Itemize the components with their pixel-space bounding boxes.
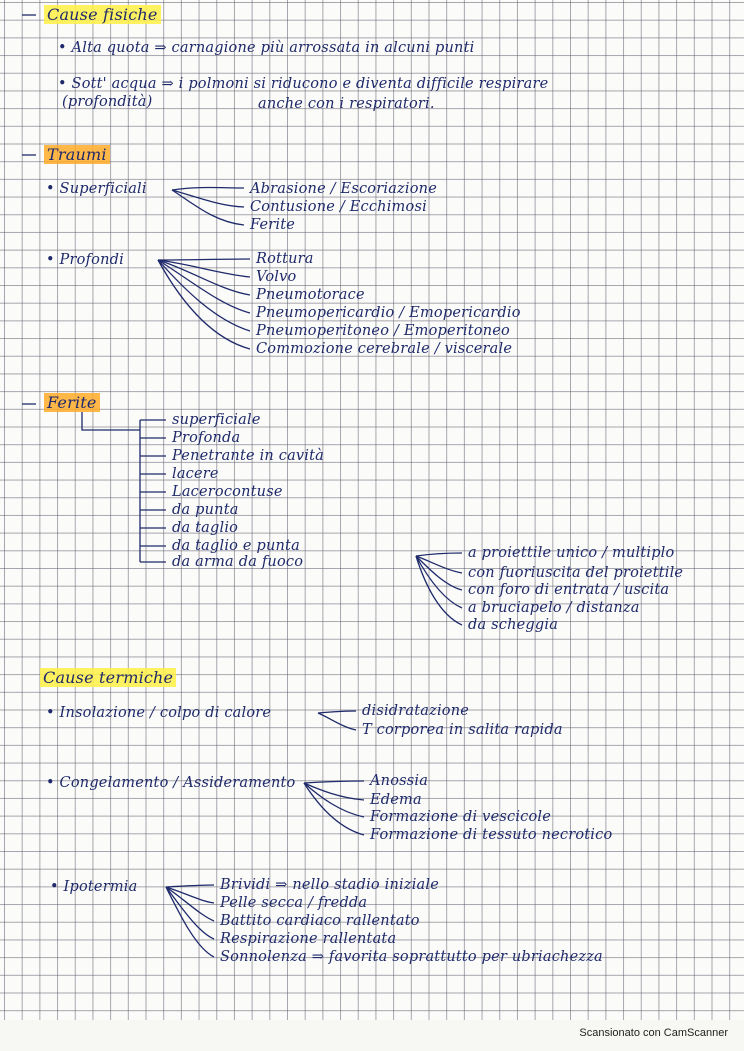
list-item: Ferite: [250, 217, 296, 233]
list-item: a proiettile unico / multiplo: [468, 545, 675, 561]
list-item: da punta: [172, 502, 239, 518]
scanner-footer: Scansionato con CamScanner: [579, 1027, 728, 1039]
list-item: Contusione / Ecchimosi: [250, 199, 427, 215]
list-item: Commozione cerebrale / viscerale: [256, 341, 513, 357]
note-line: (profondità): [62, 94, 153, 110]
branch-label-superficiali: • Superficiali: [46, 181, 147, 197]
list-item: Anossia: [370, 773, 429, 789]
list-item: Edema: [370, 792, 422, 808]
list-item: con foro di entrata / uscita: [468, 582, 670, 598]
list-item: superficiale: [172, 412, 261, 428]
list-item: Brividi ⇒ nello stadio iniziale: [220, 877, 439, 893]
section-title-cause-fisiche: Cause fisiche: [44, 6, 161, 23]
list-item: Pneumopericardio / Emopericardio: [256, 305, 521, 321]
list-item: da arma da fuoco: [172, 554, 304, 570]
list-item: Battito cardiaco rallentato: [220, 913, 420, 929]
list-item: lacere: [172, 466, 219, 482]
list-item: Formazione di vescicole: [370, 809, 552, 825]
list-item: T corporea in salita rapida: [362, 722, 563, 738]
list-item: da taglio e punta: [172, 538, 300, 554]
list-item: Lacerocontuse: [172, 484, 283, 500]
list-item: Volvo: [256, 269, 297, 285]
branch-label-profondi: • Profondi: [46, 252, 124, 268]
list-item: Respirazione rallentata: [220, 931, 397, 947]
list-item: da taglio: [172, 520, 239, 536]
list-item: con fuoriuscita del proiettile: [468, 565, 684, 581]
branch-label-insolazione: • Insolazione / colpo di calore: [46, 705, 272, 721]
note-line: • Sott' acqua ⇒ i polmoni si riducono e diventa difficile respirare: [58, 76, 549, 92]
list-item: Pelle secca / fredda: [220, 895, 368, 911]
section-title-ferite: Ferite: [44, 394, 100, 411]
note-line: • Alta quota ⇒ carnagione più arrossata in alcuni punti: [58, 40, 475, 56]
list-item: Penetrante in cavità: [172, 448, 325, 464]
section-title-cause-termiche: Cause termiche: [40, 669, 176, 686]
list-item: Pneumoperitoneo / Emoperitoneo: [256, 323, 510, 339]
branch-label-ipotermia: • Ipotermia: [50, 879, 138, 895]
list-item: Rottura: [256, 251, 314, 267]
list-item: Sonnolenza ⇒ favorita soprattutto per ubriachezza: [220, 949, 603, 965]
list-item: Abrasione / Escoriazione: [250, 181, 437, 197]
note-line: anche con i respiratori.: [258, 96, 435, 112]
branch-label-congelamento: • Congelamento / Assideramento: [46, 775, 296, 791]
list-item: disidratazione: [362, 703, 470, 719]
list-item: Pneumotorace: [256, 287, 365, 303]
list-item: Profonda: [172, 430, 241, 446]
list-item: da scheggia: [468, 617, 559, 633]
section-title-traumi: Traumi: [44, 146, 110, 163]
list-item: Formazione di tessuto necrotico: [370, 827, 613, 843]
list-item: a bruciapelo / distanza: [468, 600, 640, 616]
